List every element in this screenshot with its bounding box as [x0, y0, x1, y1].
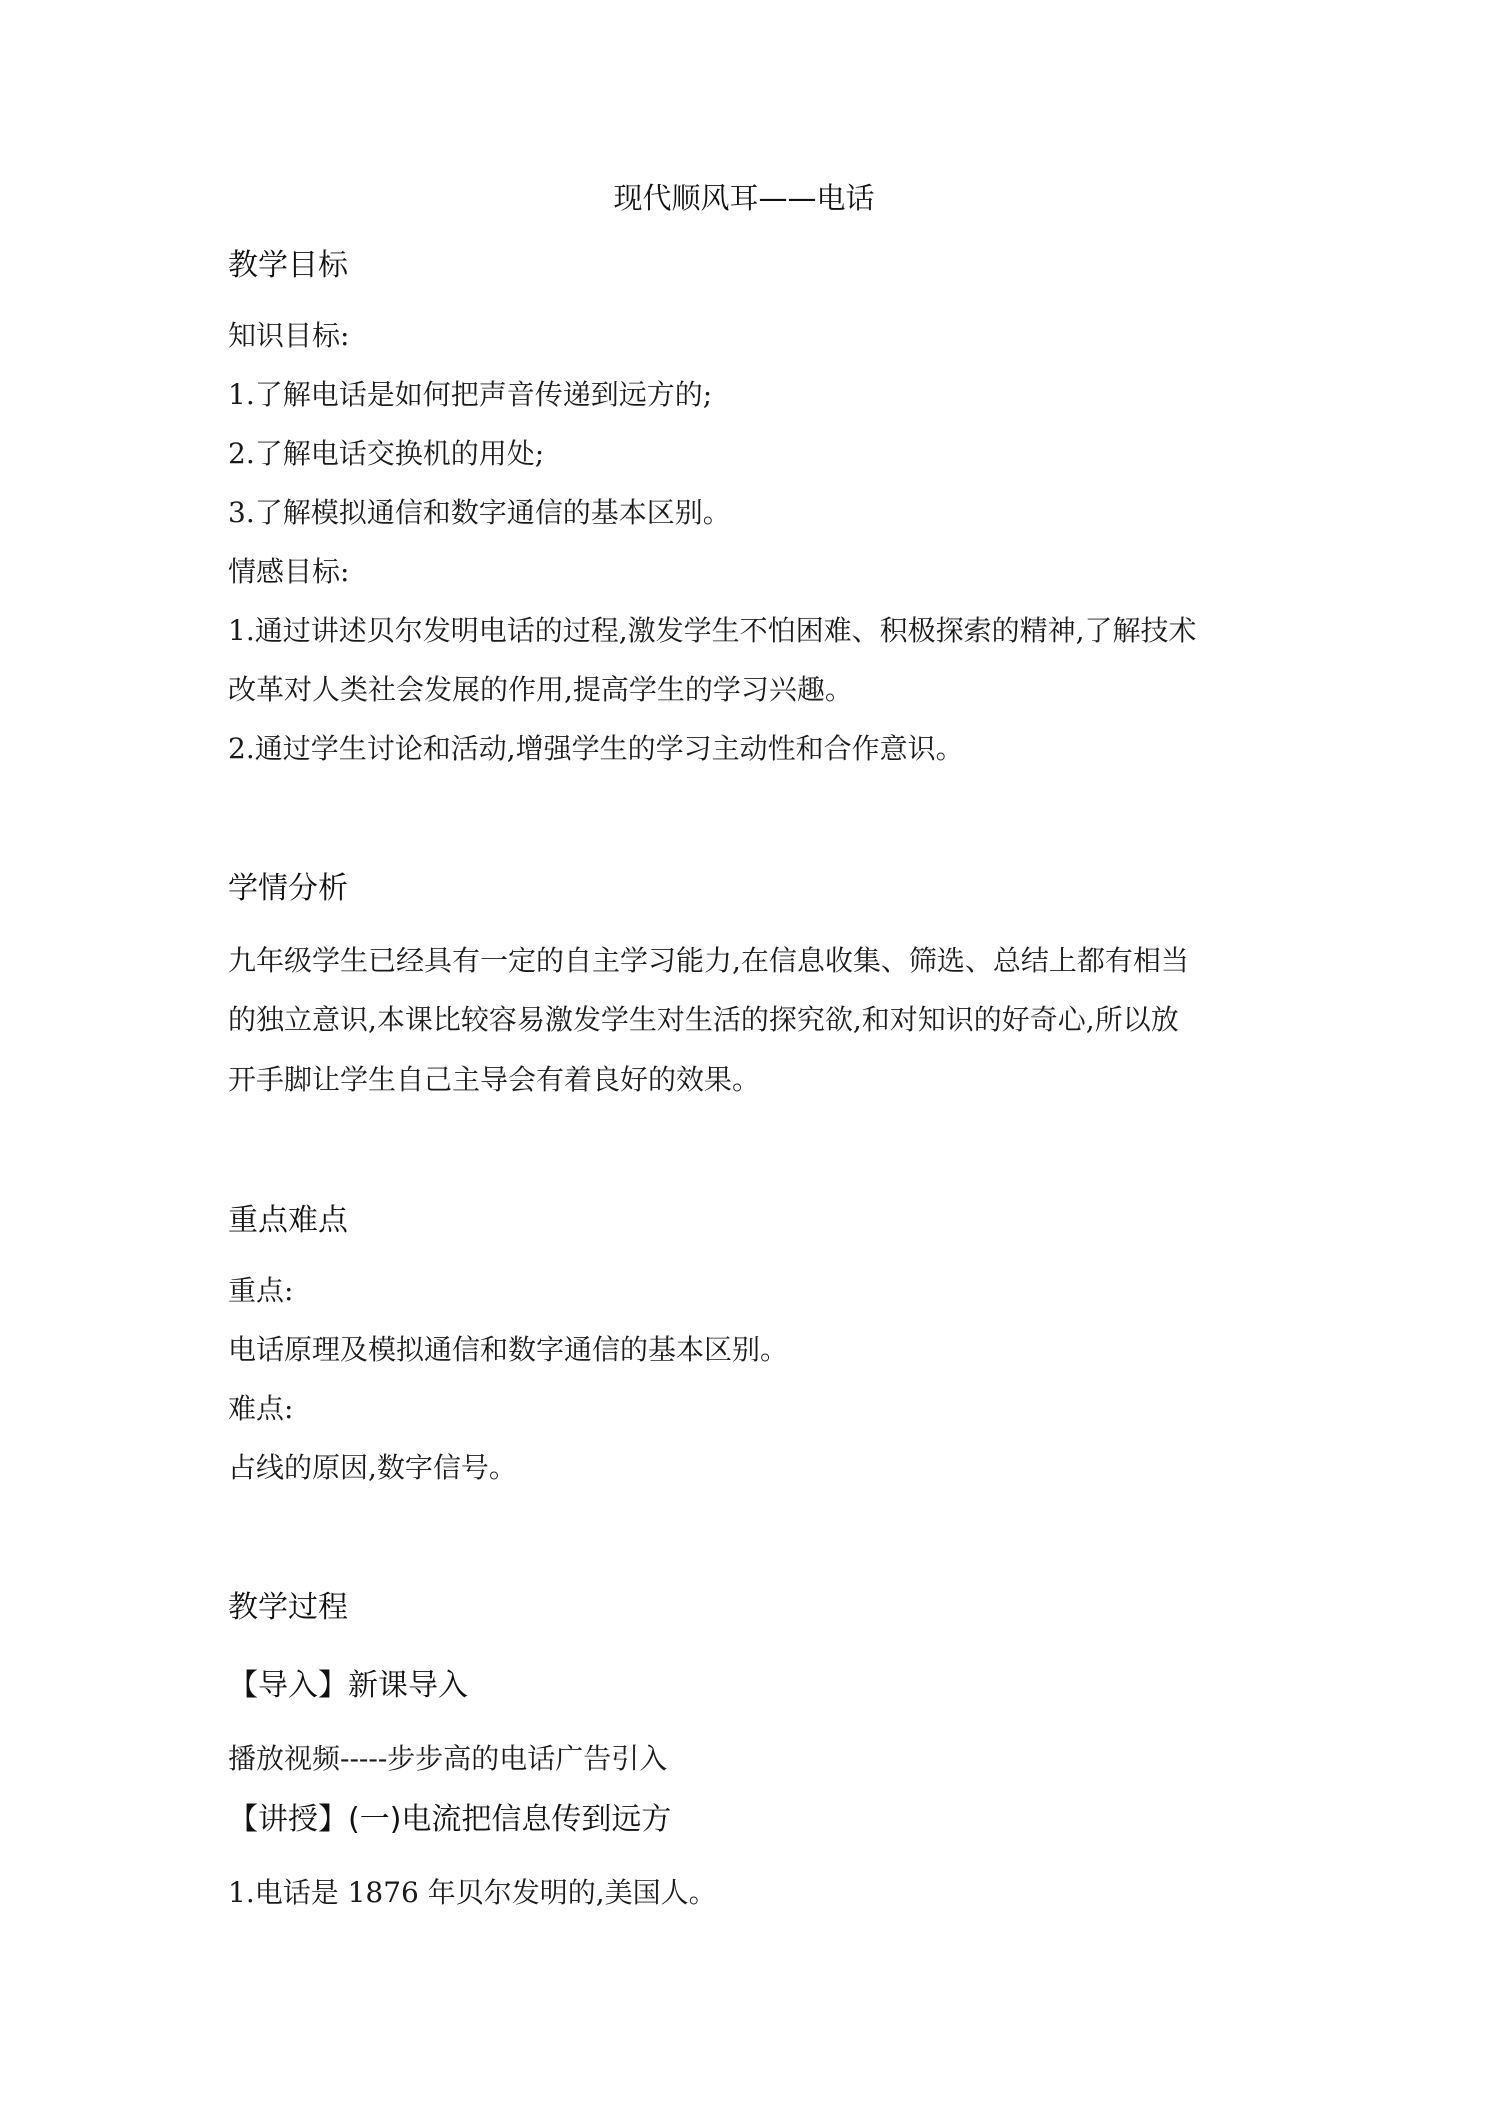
key-point-text: 电话原理及模拟通信和数字通信的基本区别。	[228, 1333, 789, 1366]
lecture-subheading: 【讲授】(一)电流把信息传到远方	[228, 1802, 672, 1837]
key-point-label: 重点:	[228, 1274, 294, 1307]
knowledge-objectives-label: 知识目标:	[228, 319, 350, 352]
emotion-objective-item: 2.通过学生讨论和活动,增强学生的学习主动性和合作意识。	[228, 732, 964, 765]
knowledge-objective-item: 1.了解电话是如何把声音传递到远方的;	[228, 378, 713, 411]
difficult-point-text: 占线的原因,数字信号。	[228, 1451, 517, 1484]
difficult-point-label: 难点:	[228, 1392, 294, 1425]
intro-subheading: 【导入】新课导入	[228, 1668, 468, 1703]
lecture-text: 1.电话是 1876 年贝尔发明的,美国人。	[228, 1876, 717, 1909]
document-title: 现代顺风耳——电话	[613, 181, 875, 215]
section-heading-analysis: 学情分析	[228, 871, 348, 906]
analysis-text-line: 开手脚让学生自己主导会有着良好的效果。	[228, 1063, 761, 1096]
section-heading-process: 教学过程	[228, 1590, 348, 1625]
intro-text: 播放视频-----步步高的电话广告引入	[228, 1742, 668, 1775]
section-heading-key-points: 重点难点	[228, 1203, 348, 1238]
knowledge-objective-item: 2.了解电话交换机的用处;	[228, 437, 545, 470]
section-heading-objectives: 教学目标	[228, 248, 348, 283]
emotion-objective-item-continued: 改革对人类社会发展的作用,提高学生的学习兴趣。	[228, 673, 853, 706]
emotion-objectives-label: 情感目标:	[228, 555, 350, 588]
emotion-objective-item: 1.通过讲述贝尔发明电话的过程,激发学生不怕困难、积极探索的精神,了解技术	[228, 614, 1197, 647]
knowledge-objective-item: 3.了解模拟通信和数字通信的基本区别。	[228, 496, 731, 529]
analysis-text-line: 的独立意识,本课比较容易激发学生对生活的探究欲,和对知识的好奇心,所以放	[228, 1003, 1179, 1036]
analysis-text-line: 九年级学生已经具有一定的自主学习能力,在信息收集、筛选、总结上都有相当	[228, 944, 1189, 977]
